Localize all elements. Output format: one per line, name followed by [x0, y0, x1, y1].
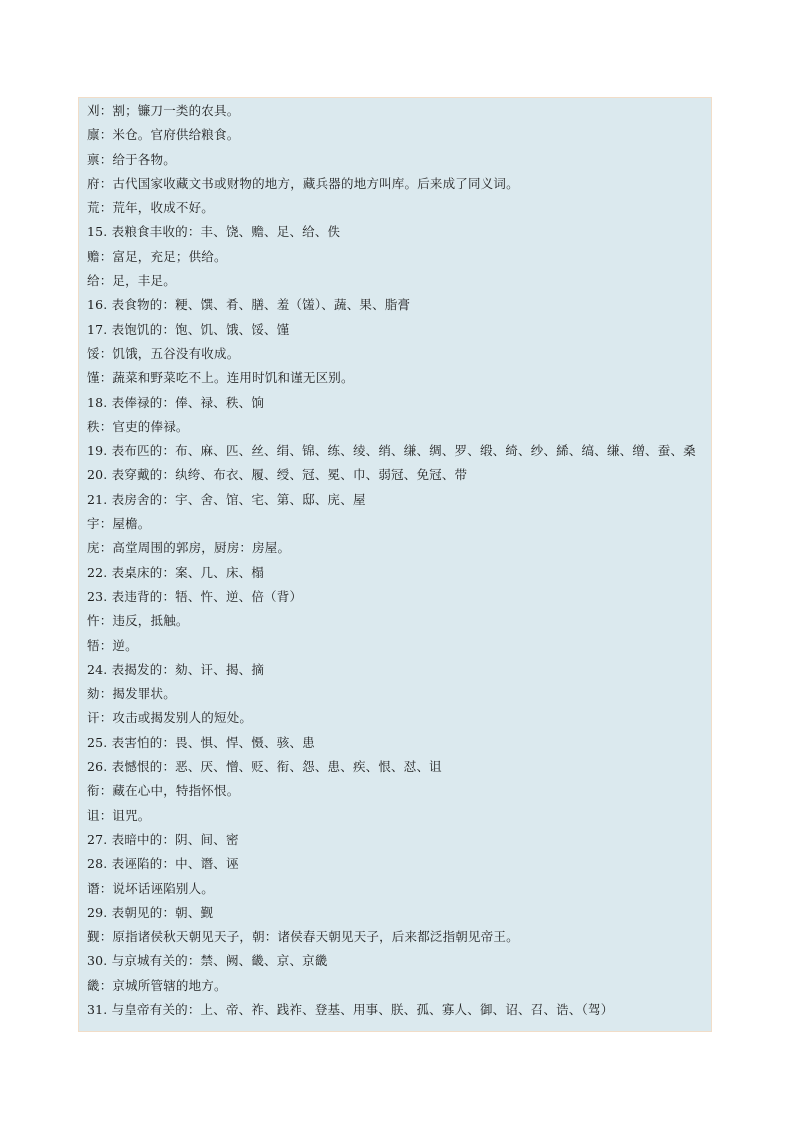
entry-line: 馁：饥饿，五谷没有收成。 [87, 345, 240, 361]
entry-line: 诅：诅咒。 [87, 807, 151, 823]
entry-line: 荒：荒年，收成不好。 [87, 200, 215, 216]
entry-line: 31. 与皇帝有关的：上、帝、祚、践祚、登基、用事、朕、孤、寡人、御、诏、召、诰、（驾） [87, 1001, 614, 1017]
entry-line: 16. 表食物的：粳、馔、肴、膳、羞（馐）、蔬、果、脂膏 [87, 297, 411, 313]
entry-line: 18. 表俸禄的：俸、禄、秩、饷 [87, 394, 265, 410]
entry-line: 30. 与京城有关的：禁、阙、畿、京、京畿 [87, 953, 328, 969]
entry-line: 22. 表桌床的：案、几、床、榻 [87, 564, 265, 580]
entry-line: 廪：米仓。官府供给粮食。 [87, 127, 240, 143]
entry-line: 畿：京城所管辖的地方。 [87, 977, 227, 993]
entry-line: 牾：逆。 [87, 637, 138, 653]
entry-line: 15. 表粮食丰收的：丰、饶、赡、足、给、佚 [87, 224, 341, 240]
entry-line: 觐：原指诸侯秋天朝见天子，朝：诸侯春天朝见天子，后来都泛指朝见帝王。 [87, 929, 519, 945]
entry-line: 23. 表违背的：牾、忤、逆、倍（背） [87, 588, 303, 604]
entry-line: 庑：高堂周围的郭房，厨房：房屋。 [87, 540, 291, 556]
entry-line: 20. 表穿戴的：纨绔、布衣、履、绶、冠、冕、巾、弱冠、免冠、带 [87, 467, 468, 483]
entry-line: 劾：揭发罪状。 [87, 686, 176, 702]
entry-line: 29. 表朝见的：朝、觐 [87, 904, 214, 920]
entry-line: 28. 表诬陷的：中、谮、诬 [87, 856, 239, 872]
entry-list [79, 98, 711, 1019]
entry-line: 赡：富足，充足；供给。 [87, 248, 227, 264]
entry-line: 27. 表暗中的：阴、间、密 [87, 831, 239, 847]
entry-line: 禀：给于各物。 [87, 151, 176, 167]
entry-line: 21. 表房舍的：宇、舍、馆、宅、第、邸、庑、屋 [87, 491, 366, 507]
entry-line: 讦：攻击或揭发别人的短处。 [87, 710, 253, 726]
content-panel [78, 97, 712, 1032]
entry-line: 府：古代国家收藏文书或财物的地方，藏兵器的地方叫库。后来成了同义词。 [87, 175, 519, 191]
entry-line: 26. 表憾恨的：恶、厌、憎、贬、衔、怨、患、疾、恨、怼、诅 [87, 759, 442, 775]
entry-line: 馑：蔬菜和野菜吃不上。连用时饥和谨无区别。 [87, 370, 354, 386]
entry-line: 衔：藏在心中，特指怀恨。 [87, 783, 240, 799]
entry-line: 刈：割；镰刀一类的农具。 [87, 103, 240, 118]
entry-line: 25. 表害怕的：畏、惧、悍、慑、骇、患 [87, 734, 315, 750]
entry-line: 给：足，丰足。 [87, 273, 176, 289]
entry-line: 19. 表布匹的：布、麻、匹、丝、绢、锦、练、绫、绡、缣、绸、罗、缎、绮、纱、絺、缟、缣、缯、蚕、桑 [87, 443, 696, 459]
entry-line: 17. 表饱饥的：饱、饥、饿、馁、馑 [87, 321, 290, 337]
entry-line: 忤：违反，抵触。 [87, 613, 189, 629]
entry-line: 秩：官吏的俸禄。 [87, 418, 189, 434]
entry-line: 谮：说坏话诬陷别人。 [87, 880, 215, 896]
entry-line: 宇：屋檐。 [87, 516, 151, 532]
entry-line: 24. 表揭发的：劾、讦、揭、摘 [87, 661, 265, 677]
